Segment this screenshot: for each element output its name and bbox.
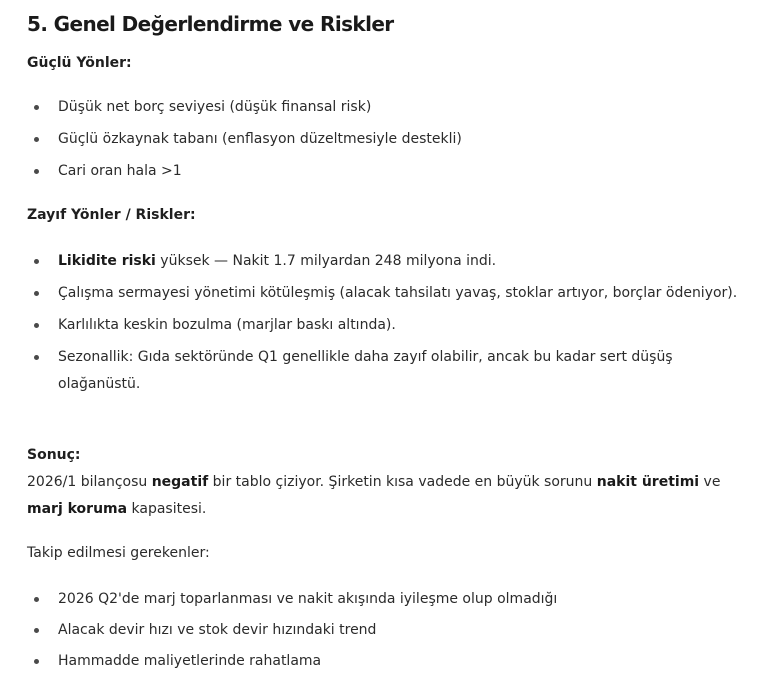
conclusion-emphasis: marj koruma bbox=[27, 501, 128, 517]
bullet-icon bbox=[34, 597, 39, 602]
bullet-icon bbox=[34, 323, 39, 328]
list-item-text: Alacak devir hızı ve stok devir hızındaki trend bbox=[58, 622, 377, 638]
bullet-icon bbox=[34, 137, 39, 142]
list-item-text: Cari oran hala >1 bbox=[58, 163, 182, 179]
list-item-text: Karlılıkta keskin bozulma (marjlar baskı altında). bbox=[58, 317, 396, 333]
strengths-list bbox=[27, 94, 747, 185]
section-heading: 5. Genel Değerlendirme ve Riskler bbox=[27, 12, 394, 36]
conclusion-text: 2026/1 bilançosu bbox=[27, 474, 152, 490]
conclusion-label: Sonuç: bbox=[27, 447, 81, 463]
list-item-text: yüksek — Nakit 1.7 milyardan 248 milyona indi. bbox=[155, 253, 497, 269]
list-item bbox=[27, 280, 747, 307]
conclusion-paragraph bbox=[27, 469, 742, 523]
conclusion-text: ve bbox=[699, 474, 721, 490]
weaknesses-label: Zayıf Yönler / Riskler: bbox=[27, 207, 196, 223]
bullet-icon bbox=[34, 355, 39, 360]
bullet-icon bbox=[34, 105, 39, 110]
weaknesses-list bbox=[27, 248, 747, 398]
list-item bbox=[27, 94, 747, 121]
list-item-text: Hammadde maliyetlerinde rahatlama bbox=[58, 653, 322, 669]
bullet-icon bbox=[34, 259, 39, 264]
list-item bbox=[27, 586, 747, 613]
list-item bbox=[27, 248, 747, 275]
conclusion-text: bir tablo çiziyor. Şirketin kısa vadede en büyük sorunu bbox=[208, 474, 597, 490]
bullet-icon bbox=[34, 291, 39, 296]
bullet-icon bbox=[34, 169, 39, 174]
list-item bbox=[27, 126, 747, 153]
conclusion-emphasis: negatif bbox=[151, 474, 209, 490]
conclusion-emphasis: nakit üretimi bbox=[596, 474, 700, 490]
conclusion-text: kapasitesi. bbox=[127, 501, 207, 517]
list-item-text: Sezonallik: Gıda sektöründe Q1 genellikle daha zayıf olabilir, ancak bu kadar sert düşüş olağanüstü. bbox=[58, 349, 673, 392]
list-item-emphasis: Likidite riski bbox=[58, 253, 156, 269]
list-item-text: Çalışma sermayesi yönetimi kötüleşmiş (alacak tahsilatı yavaş, stoklar artıyor, borçlar ödeniyor). bbox=[58, 285, 738, 301]
list-item-text: Güçlü özkaynak tabanı (enflasyon düzeltmesiyle destekli) bbox=[58, 131, 462, 147]
list-item bbox=[27, 344, 747, 398]
follow-up-list bbox=[27, 586, 747, 675]
list-item bbox=[27, 158, 747, 185]
list-item bbox=[27, 312, 747, 339]
list-item-text: Düşük net borç seviyesi (düşük finansal risk) bbox=[58, 99, 372, 115]
list-item bbox=[27, 617, 747, 644]
follow-up-intro: Takip edilmesi gerekenler: bbox=[27, 545, 210, 561]
list-item-text: 2026 Q2'de marj toparlanması ve nakit akışında iyileşme olup olmadığı bbox=[58, 591, 558, 607]
bullet-icon bbox=[34, 659, 39, 664]
list-item bbox=[27, 648, 747, 675]
strengths-label: Güçlü Yönler: bbox=[27, 55, 132, 71]
bullet-icon bbox=[34, 628, 39, 633]
